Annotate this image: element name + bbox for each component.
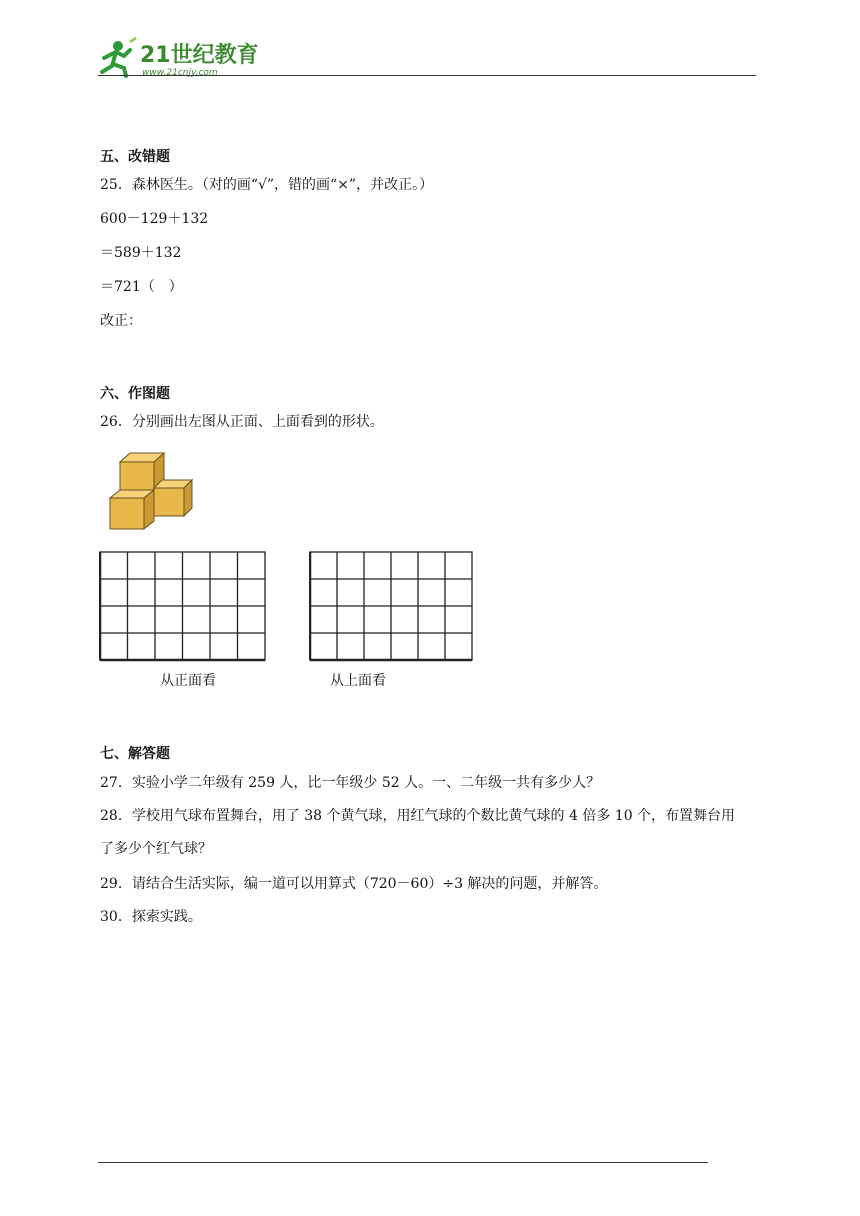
q25-prompt: 25．森林医生。（对的画“√”，错的画“×”，并改正。） bbox=[100, 177, 434, 193]
cube-right bbox=[154, 480, 192, 516]
cube-stack-figure bbox=[104, 450, 196, 532]
q25-line-2: ＝589＋132 bbox=[100, 245, 182, 261]
q25-line-3: ＝721（ ） bbox=[100, 279, 183, 295]
section-6-title: 六、作图题 bbox=[100, 386, 170, 402]
front-view-grid[interactable] bbox=[99, 551, 267, 663]
q29-text: 29．请结合生活实际，编一道可以用算式（720－60）÷3 解决的问题，并解答。 bbox=[100, 876, 608, 892]
section-5-title: 五、改错题 bbox=[100, 149, 170, 165]
q28-text-line-1: 28．学校用气球布置舞台，用了 38 个黄气球，用红气球的个数比黄气球的 4 倍多 10 个，布置舞台用 bbox=[100, 808, 736, 824]
logo-url: www.21cnjy.com bbox=[142, 68, 218, 78]
top-view-grid[interactable] bbox=[309, 551, 475, 663]
header-divider bbox=[98, 75, 756, 76]
runner-icon bbox=[102, 38, 136, 76]
top-view-caption: 从上面看 bbox=[330, 673, 386, 689]
q30-text: 30．探索实践。 bbox=[100, 909, 202, 925]
q27-text: 27．实验小学二年级有 259 人，比一年级少 52 人。一、二年级一共有多少人？ bbox=[100, 775, 601, 791]
q25-fix-label: 改正： bbox=[100, 313, 142, 329]
section-7-title: 七、解答题 bbox=[100, 746, 170, 762]
q26-prompt: 26．分别画出左图从正面、上面看到的形状。 bbox=[100, 414, 384, 430]
cube-bottom bbox=[110, 490, 154, 529]
q28-text-line-2: 了多少个红气球？ bbox=[100, 841, 212, 857]
front-view-caption: 从正面看 bbox=[160, 673, 216, 689]
logo-text: 21世纪教育 bbox=[140, 43, 259, 68]
site-logo bbox=[96, 36, 266, 78]
q25-line-1: 600－129＋132 bbox=[100, 211, 209, 227]
footer-divider bbox=[98, 1162, 708, 1163]
